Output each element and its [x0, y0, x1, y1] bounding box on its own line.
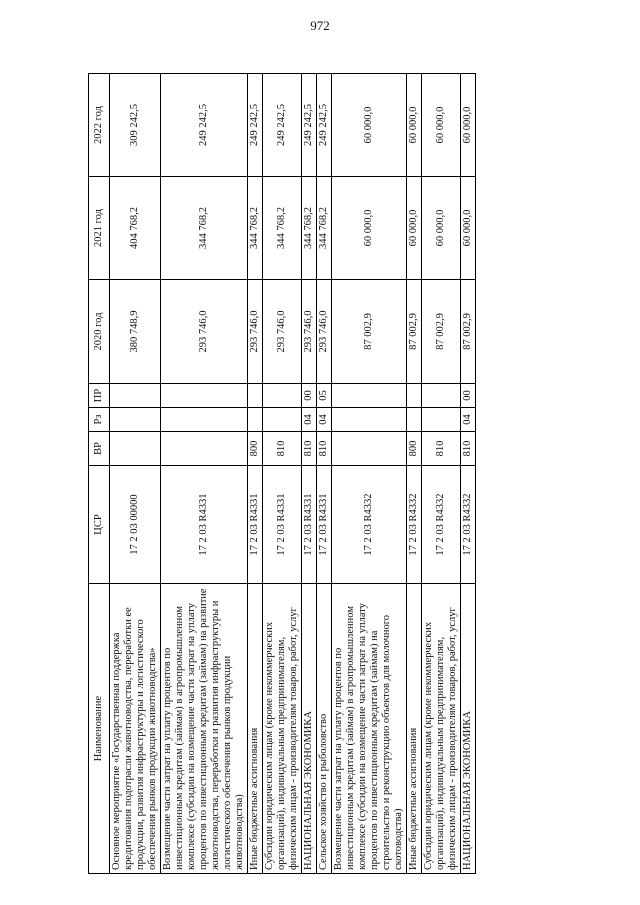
row-2021: 344 768,2	[317, 177, 332, 280]
col-header-2021: 2021 год	[89, 177, 110, 280]
row-2022: 309 242,5	[110, 74, 161, 177]
row-2022: 60 000,0	[332, 74, 407, 177]
row-csr: 17 2 03 R4332	[332, 466, 407, 584]
row-vr: 810	[317, 432, 332, 466]
row-2020: 293 746,0	[302, 280, 317, 384]
row-name: НАЦИОНАЛЬНАЯ ЭКОНОМИКА	[302, 584, 317, 874]
row-2021: 60 000,0	[422, 177, 461, 280]
row-pr: 05	[317, 384, 332, 408]
row-pr: 00	[461, 384, 476, 408]
row-vr	[332, 432, 407, 466]
row-2020: 293 746,0	[263, 280, 302, 384]
row-2022: 249 242,5	[263, 74, 302, 177]
row-2021: 344 768,2	[248, 177, 263, 280]
row-name: Сельское хозяйство и рыболовство	[317, 584, 332, 874]
table-row	[161, 74, 248, 874]
row-vr: 800	[248, 432, 263, 466]
table-row	[317, 74, 332, 874]
header-row	[89, 74, 110, 874]
row-pr	[248, 384, 263, 408]
row-name: Основное мероприятие «Государственная поддержка кредитования подотрасли животноводства, переработки ее продукции, развития инфраструктуры и логистического обеспечения рынков продукции животноводства»	[110, 584, 161, 874]
row-csr: 17 2 03 R4331	[317, 466, 332, 584]
col-header-2022: 2022 год	[89, 74, 110, 177]
table-row	[461, 74, 476, 874]
table-row	[263, 74, 302, 874]
row-vr: 810	[461, 432, 476, 466]
row-csr: 17 2 03 R4332	[422, 466, 461, 584]
row-2020: 293 746,0	[248, 280, 263, 384]
row-name: Субсидии юридическим лицам (кроме некоммерческих организаций), индивидуальным предпринимателям, физическим лицам - производителям товаров, работ, услуг	[422, 584, 461, 874]
row-2022: 60 000,0	[461, 74, 476, 177]
col-header-2020: 2020 год	[89, 280, 110, 384]
row-2020: 293 746,0	[161, 280, 248, 384]
col-header-pr: ПР	[89, 384, 110, 408]
row-2022: 249 242,5	[317, 74, 332, 177]
row-2021: 404 768,2	[110, 177, 161, 280]
row-name: Иные бюджетные ассигнования	[407, 584, 422, 874]
row-rz	[407, 408, 422, 432]
row-2021: 60 000,0	[332, 177, 407, 280]
table-row	[407, 74, 422, 874]
row-pr	[161, 384, 248, 408]
row-csr: 17 2 03 R4332	[461, 466, 476, 584]
col-header-vr: ВР	[89, 432, 110, 466]
row-rz	[161, 408, 248, 432]
row-2021: 60 000,0	[407, 177, 422, 280]
row-2020: 87 002,9	[461, 280, 476, 384]
row-csr: 17 2 03 00000	[110, 466, 161, 584]
row-2021: 344 768,2	[263, 177, 302, 280]
row-csr: 17 2 03 R4331	[302, 466, 317, 584]
row-2020: 87 002,9	[407, 280, 422, 384]
row-2020: 380 748,9	[110, 280, 161, 384]
row-rz	[263, 408, 302, 432]
row-csr: 17 2 03 R4331	[263, 466, 302, 584]
row-2022: 249 242,5	[302, 74, 317, 177]
row-vr: 800	[407, 432, 422, 466]
table-row	[302, 74, 317, 874]
row-2022: 249 242,5	[248, 74, 263, 177]
row-2022: 60 000,0	[422, 74, 461, 177]
row-name: Иные бюджетные ассигнования	[248, 584, 263, 874]
row-name: Возмещение части затрат на уплату процентов по инвестиционным кредитам (займам) в агропромышленном комплексе (субсидии на возмещение части затрат на уплату процентов по инвестиционным кредитам (займам) на развитие животноводства, переработки и развития инфраструктуры и логистического обеспечения рынков продукции животноводства)	[161, 584, 248, 874]
row-vr: 810	[422, 432, 461, 466]
row-2021: 344 768,2	[302, 177, 317, 280]
row-2022: 60 000,0	[407, 74, 422, 177]
row-vr	[110, 432, 161, 466]
row-csr: 17 2 03 R4332	[407, 466, 422, 584]
row-2021: 344 768,2	[161, 177, 248, 280]
row-name: НАЦИОНАЛЬНАЯ ЭКОНОМИКА	[461, 584, 476, 874]
row-2021: 60 000,0	[461, 177, 476, 280]
row-rz: 04	[317, 408, 332, 432]
page-number: 972	[310, 18, 330, 33]
row-rz	[110, 408, 161, 432]
row-rz	[248, 408, 263, 432]
row-name: Возмещение части затрат на уплату процентов по инвестиционным кредитам (займам) в агропромышленном комплексе (субсидии на возмещение части затрат на уплату процентов по инвестиционным кредитам (займам) на строительство и реконструкцию объектов для молочного скотоводства)	[332, 584, 407, 874]
col-header-csr: ЦСР	[89, 466, 110, 584]
table-row	[110, 74, 161, 874]
row-2020: 293 746,0	[317, 280, 332, 384]
row-rz: 04	[302, 408, 317, 432]
row-2020: 87 002,9	[422, 280, 461, 384]
row-vr: 810	[302, 432, 317, 466]
row-2020: 87 002,9	[332, 280, 407, 384]
row-rz	[422, 408, 461, 432]
row-pr	[422, 384, 461, 408]
row-pr	[263, 384, 302, 408]
budget-table	[88, 73, 476, 874]
row-pr	[332, 384, 407, 408]
row-rz: 04	[461, 408, 476, 432]
row-vr: 810	[263, 432, 302, 466]
row-pr	[110, 384, 161, 408]
table-row	[422, 74, 461, 874]
row-rz	[332, 408, 407, 432]
row-name: Субсидии юридическим лицам (кроме некоммерческих организаций), индивидуальным предпринимателям, физическим лицам - производителям товаров, работ, услуг	[263, 584, 302, 874]
col-header-name: Наименование	[89, 584, 110, 874]
row-csr: 17 2 03 R4331	[161, 466, 248, 584]
table-row	[248, 74, 263, 874]
row-pr: 00	[302, 384, 317, 408]
row-2022: 249 242,5	[161, 74, 248, 177]
row-csr: 17 2 03 R4331	[248, 466, 263, 584]
budget-table-rotated	[88, 74, 568, 874]
row-pr	[407, 384, 422, 408]
table-row	[332, 74, 407, 874]
col-header-rz: Рз	[89, 408, 110, 432]
row-vr	[161, 432, 248, 466]
